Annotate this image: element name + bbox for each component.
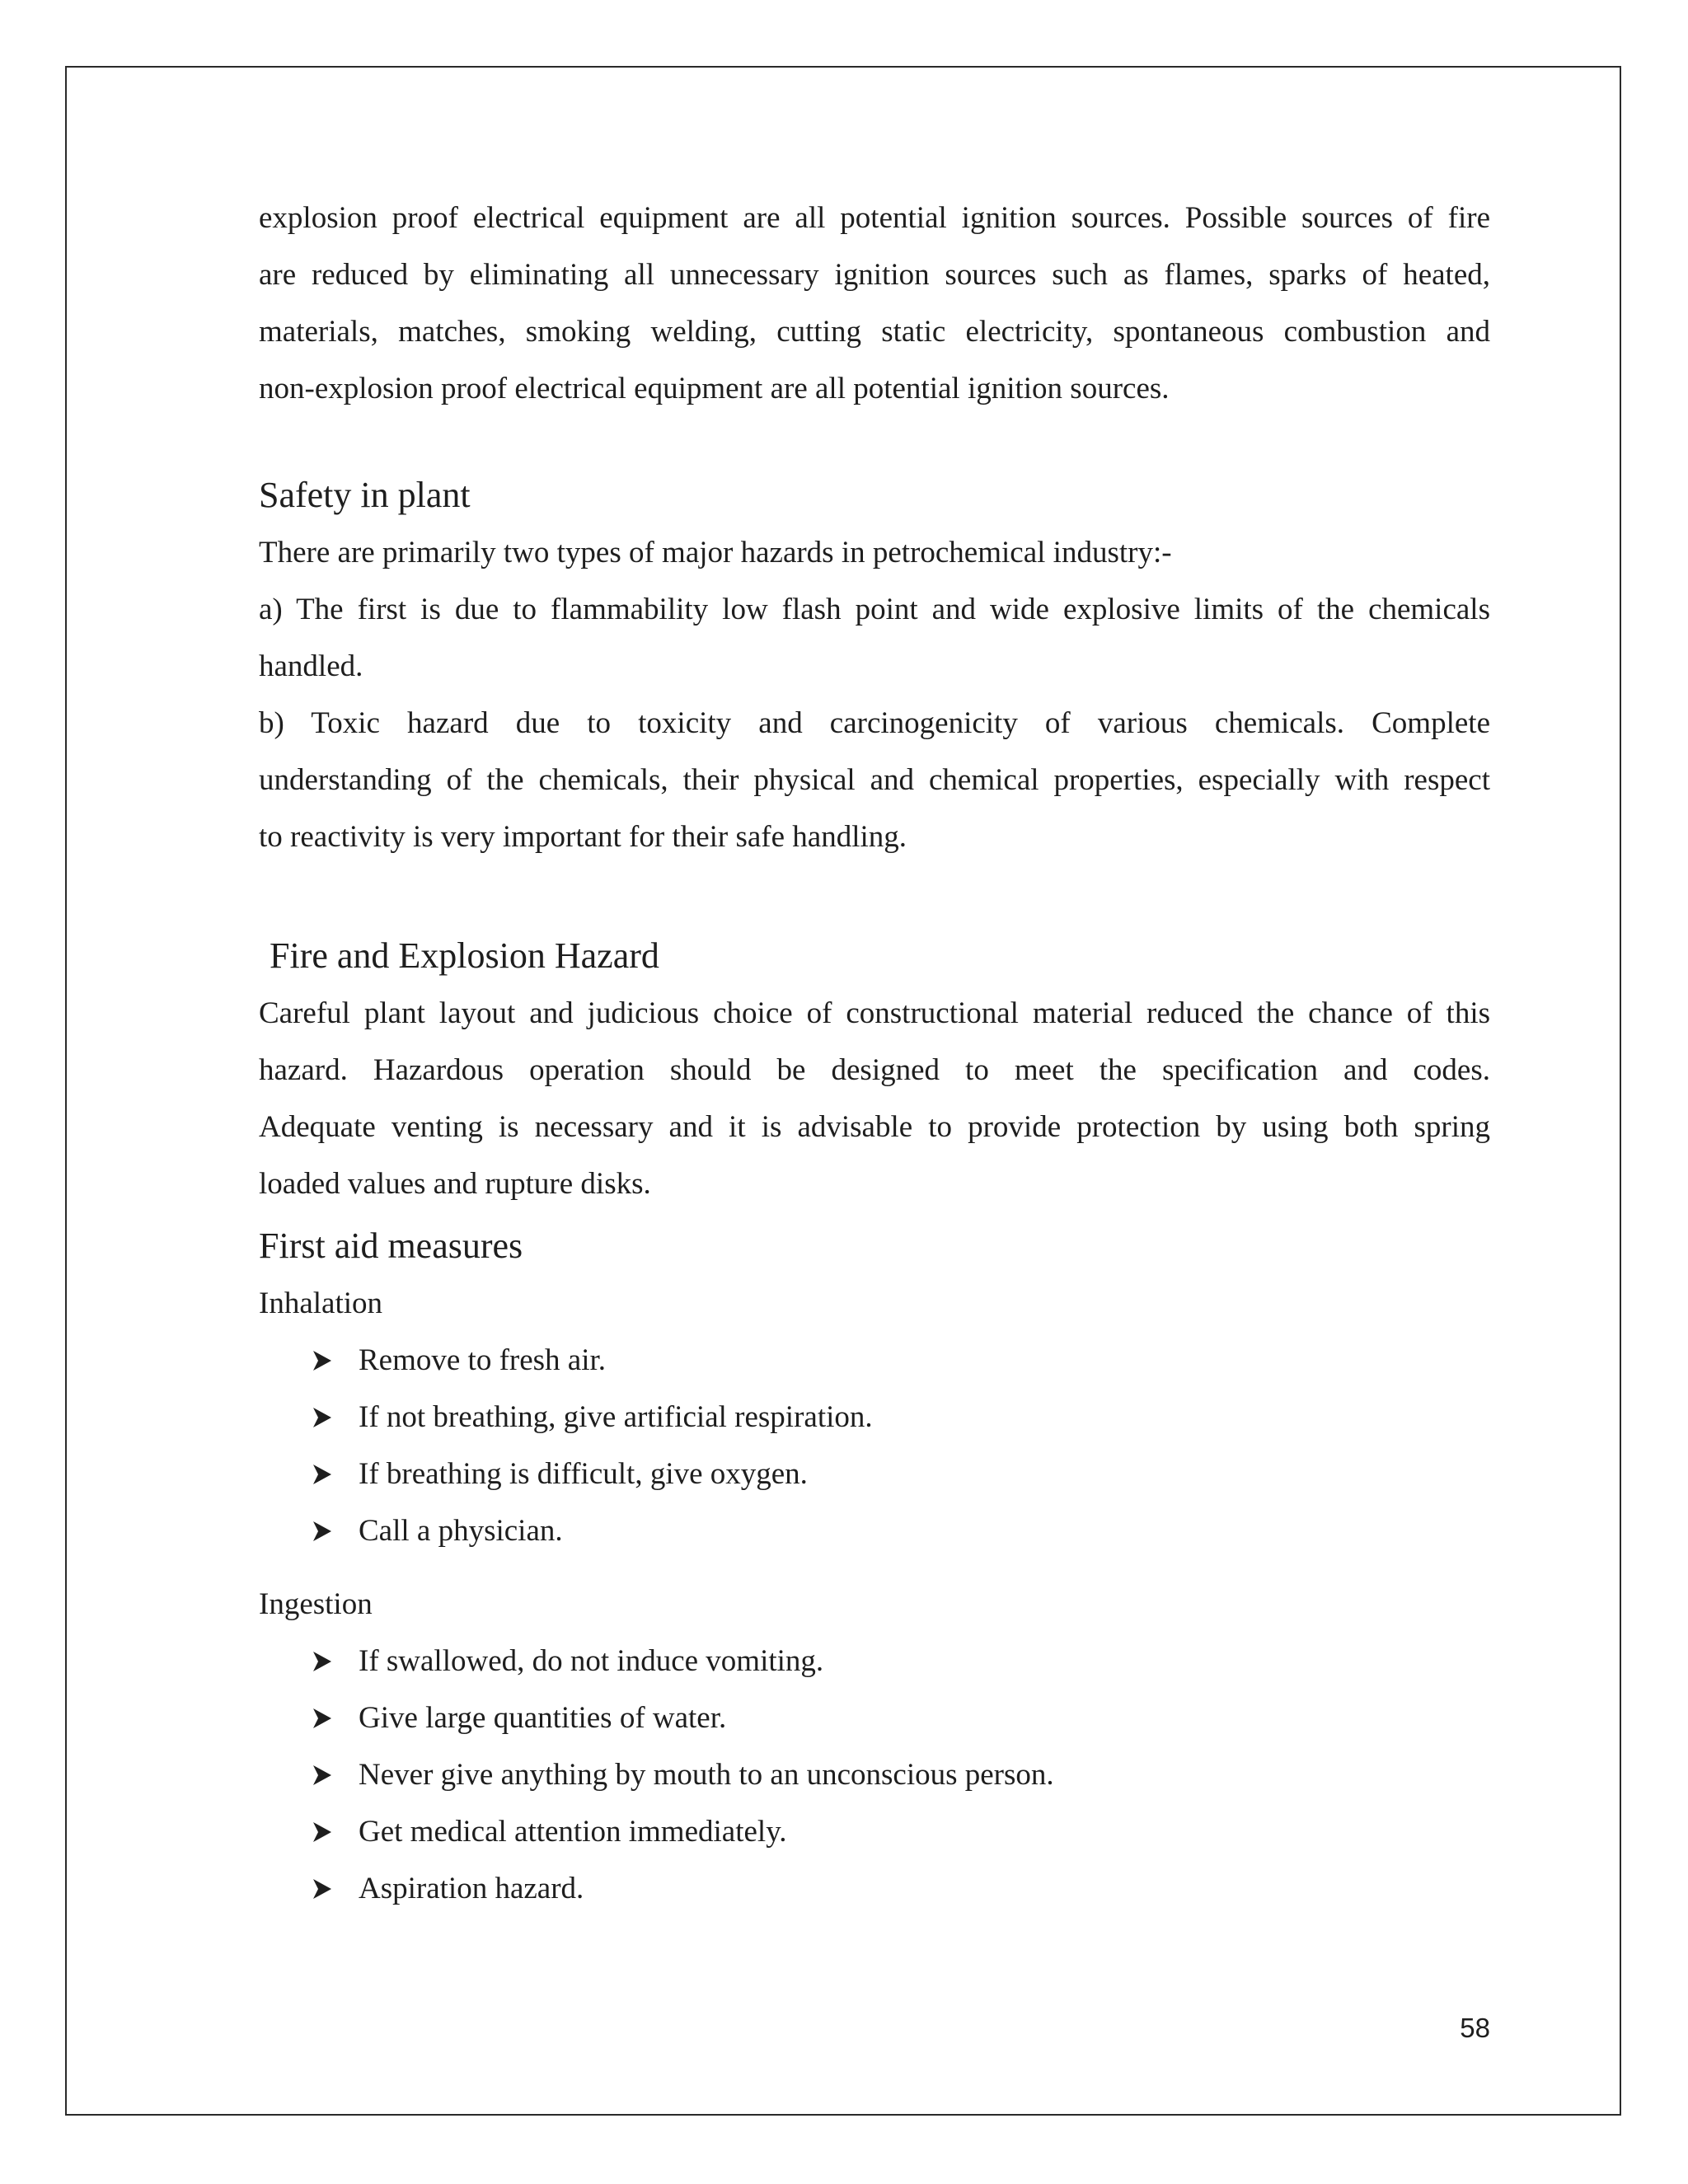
arrowhead-bullet-icon	[312, 1521, 359, 1542]
list-item	[312, 1502, 1490, 1559]
paragraph-line: to reactivity is very important for their safe handling.	[259, 820, 907, 854]
paragraph-line: Adequate venting is necessary and it is advisable to provide protection by using both spring	[259, 1110, 1490, 1144]
paragraph-line: are reduced by eliminating all unnecessary ignition sources such as flames, sparks of heated,	[259, 258, 1490, 292]
safety-heading: Safety in plant	[259, 475, 471, 515]
list-item-text: If swallowed, do not induce vomiting.	[359, 1644, 824, 1678]
ingestion-label: Ingestion	[259, 1587, 373, 1621]
arrowhead-bullet-icon	[312, 1708, 359, 1729]
list-item-text: Call a physician.	[359, 1514, 563, 1548]
paragraph-line: explosion proof electrical equipment are all potential ignition sources. Possible sources of fire	[259, 201, 1490, 235]
paragraph-line: b) Toxic hazard due to toxicity and carcinogenicity of various chemicals. Complete	[259, 706, 1490, 740]
safety-item-a	[259, 581, 1490, 695]
list-item	[312, 1860, 1490, 1917]
paragraph-line: Careful plant layout and judicious choice of constructional material reduced the chance of this	[259, 996, 1490, 1030]
inhalation-label: Inhalation	[259, 1286, 383, 1320]
fire-heading: Fire and Explosion Hazard	[270, 935, 659, 976]
inhalation-list	[259, 1332, 1490, 1559]
list-item-text: If breathing is difficult, give oxygen.	[359, 1457, 808, 1491]
arrowhead-bullet-icon	[312, 1821, 359, 1843]
paragraph-line: a) The first is due to flammability low flash point and wide explosive limits of the chemicals	[259, 593, 1490, 626]
paragraph-line: handled.	[259, 649, 363, 683]
paragraph-line: non-explosion proof electrical equipment are all potential ignition sources.	[259, 372, 1170, 405]
arrowhead-bullet-icon	[312, 1651, 359, 1672]
list-item	[312, 1332, 1490, 1389]
list-item-text: Get medical attention immediately.	[359, 1815, 787, 1849]
page-number: 58	[1460, 2013, 1490, 2043]
list-item	[312, 1690, 1490, 1746]
safety-intro: There are primarily two types of major hazards in petrochemical industry:-	[259, 536, 1172, 569]
paragraph-line: loaded values and rupture disks.	[259, 1167, 651, 1201]
fire-paragraph	[259, 985, 1490, 1212]
arrowhead-bullet-icon	[312, 1765, 359, 1786]
list-item	[312, 1389, 1490, 1446]
intro-paragraph	[259, 190, 1490, 417]
ingestion-list	[259, 1633, 1490, 1917]
list-item-text: Never give anything by mouth to an unconscious person.	[359, 1758, 1054, 1792]
paragraph-line: materials, matches, smoking welding, cutting static electricity, spontaneous combustion and	[259, 315, 1490, 349]
safety-item-b	[259, 695, 1490, 865]
paragraph-line: understanding of the chemicals, their physical and chemical properties, especially with respect	[259, 763, 1490, 797]
arrowhead-bullet-icon	[312, 1878, 359, 1900]
first-aid-heading: First aid measures	[259, 1226, 523, 1266]
list-item	[312, 1803, 1490, 1860]
list-item	[312, 1446, 1490, 1502]
arrowhead-bullet-icon	[312, 1407, 359, 1428]
list-item-text: Give large quantities of water.	[359, 1701, 727, 1735]
list-item-text: If not breathing, give artificial respiration.	[359, 1400, 873, 1434]
list-item	[312, 1633, 1490, 1690]
arrowhead-bullet-icon	[312, 1350, 359, 1371]
page-content	[259, 190, 1490, 1917]
list-item	[312, 1746, 1490, 1803]
arrowhead-bullet-icon	[312, 1464, 359, 1485]
paragraph-line: hazard. Hazardous operation should be designed to meet the specification and codes.	[259, 1053, 1490, 1087]
list-item-text: Aspiration hazard.	[359, 1872, 584, 1905]
list-item-text: Remove to fresh air.	[359, 1343, 607, 1377]
